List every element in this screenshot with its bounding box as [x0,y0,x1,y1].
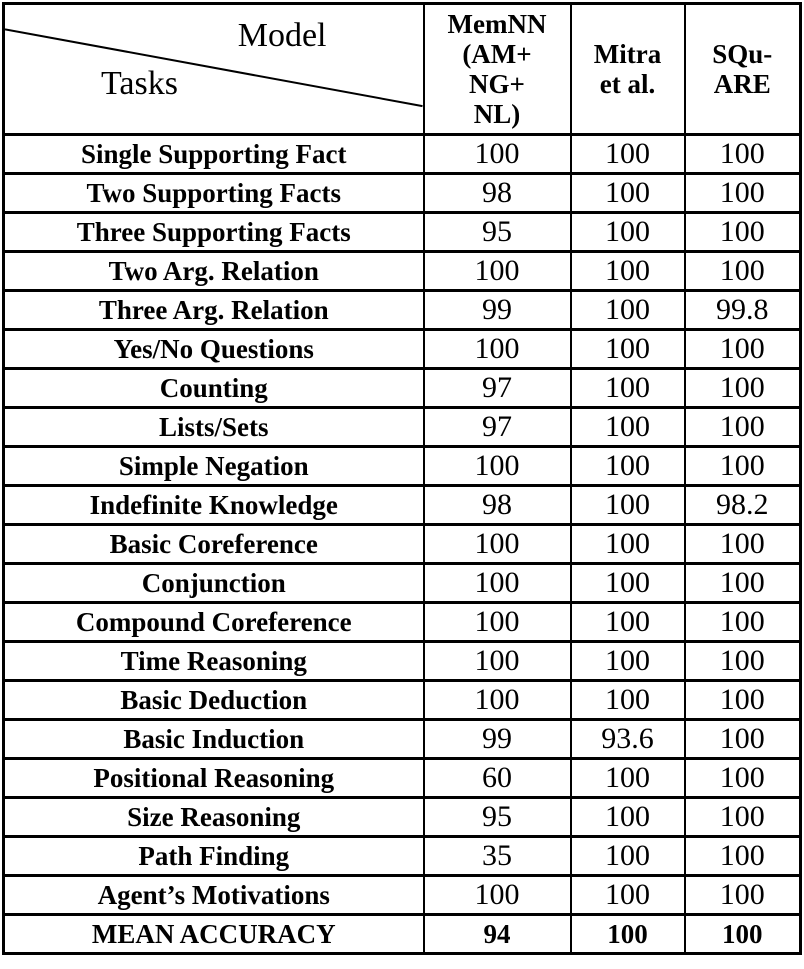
table-row [4,681,801,720]
score-cell: 100 [571,447,685,486]
table-row [4,876,801,915]
score-cell: 98 [424,174,571,213]
task-label: Lists/Sets [4,408,424,447]
score-cell: 100 [571,408,685,447]
table-row [4,408,801,447]
score-cell: 100 [424,603,571,642]
score-cell: 98 [424,486,571,525]
score-cell: 97 [424,408,571,447]
task-label: Yes/No Questions [4,330,424,369]
header-row [4,4,801,135]
table-row [4,291,801,330]
score-cell: 100 [424,252,571,291]
task-label: Positional Reasoning [4,759,424,798]
table-row [4,837,801,876]
score-cell: 100 [685,213,801,252]
task-label: Basic Coreference [4,525,424,564]
score-cell: 100 [685,135,801,174]
table-row [4,447,801,486]
score-cell: 100 [571,603,685,642]
score-cell: 95 [424,213,571,252]
score-cell: 100 [685,447,801,486]
score-cell: 100 [685,369,801,408]
score-cell: 100 [424,681,571,720]
task-label: Three Arg. Relation [4,291,424,330]
mean-score-cell: 100 [571,915,685,954]
score-cell: 100 [571,486,685,525]
column-header-line: (AM+ [462,38,532,69]
task-label: Time Reasoning [4,642,424,681]
corner-model-label: Model [237,17,327,54]
score-cell: 100 [685,174,801,213]
table-row [4,252,801,291]
score-cell: 100 [424,447,571,486]
column-header-line: ARE [713,69,771,99]
score-cell: 100 [685,525,801,564]
score-cell: 100 [685,564,801,603]
score-cell: 35 [424,837,571,876]
score-cell: 100 [685,759,801,798]
score-cell: 99 [424,720,571,759]
score-cell: 100 [685,720,801,759]
score-cell: 100 [571,564,685,603]
mean-score-cell: 100 [685,915,801,954]
column-header-line: NG+ [469,69,525,99]
score-cell: 100 [571,837,685,876]
score-cell: 100 [424,525,571,564]
table-row [4,174,801,213]
column-header-mitra [571,4,685,135]
table-row [4,369,801,408]
table-row [4,330,801,369]
task-label: Path Finding [4,837,424,876]
task-label: Size Reasoning [4,798,424,837]
table-row [4,642,801,681]
score-cell: 100 [571,291,685,330]
score-cell: 100 [424,135,571,174]
column-header-square [685,4,801,135]
mean-accuracy-row [4,915,801,954]
table-row [4,798,801,837]
score-cell: 100 [571,330,685,369]
score-cell: 100 [571,798,685,837]
task-label: Two Supporting Facts [4,174,424,213]
score-cell: 100 [424,564,571,603]
task-label: Counting [4,369,424,408]
task-label: Simple Negation [4,447,424,486]
table-row [4,603,801,642]
mean-score-cell: 94 [424,915,571,954]
score-cell: 100 [571,252,685,291]
score-cell: 100 [685,252,801,291]
diagonal-divider [5,5,423,133]
score-cell: 95 [424,798,571,837]
score-cell: 100 [685,681,801,720]
task-label: Two Arg. Relation [4,252,424,291]
score-cell: 100 [685,798,801,837]
task-label: Conjunction [4,564,424,603]
score-cell: 100 [424,642,571,681]
score-cell: 100 [571,525,685,564]
score-cell: 99.8 [685,291,801,330]
table-row [4,213,801,252]
table-row [4,720,801,759]
mean-accuracy-label: MEAN ACCURACY [4,915,424,954]
score-cell: 100 [685,330,801,369]
table-row [4,486,801,525]
score-cell: 100 [424,330,571,369]
score-cell: 100 [571,681,685,720]
column-header-line: Mitra [593,38,662,69]
column-header-line: NL) [473,99,521,130]
score-cell: 100 [571,213,685,252]
task-label: Basic Deduction [4,681,424,720]
score-cell: 100 [685,642,801,681]
task-label: Compound Coreference [4,603,424,642]
table-row [4,564,801,603]
score-cell: 100 [685,603,801,642]
task-label: Basic Induction [4,720,424,759]
score-cell: 100 [571,759,685,798]
task-label: Indefinite Knowledge [4,486,424,525]
column-header-line: et al. [599,69,656,99]
task-label: Agent’s Motivations [4,876,424,915]
column-header-line: SQu- [712,38,773,69]
task-label: Single Supporting Fact [4,135,424,174]
score-cell: 100 [571,135,685,174]
task-label: Three Supporting Facts [4,213,424,252]
corner-cell [4,4,424,135]
corner-tasks-label: Tasks [101,65,178,102]
table-header [4,4,801,135]
results-table [2,2,802,955]
score-cell: 99 [424,291,571,330]
score-cell: 93.6 [571,720,685,759]
column-header-line: MemNN [447,8,547,39]
score-cell: 60 [424,759,571,798]
score-cell: 97 [424,369,571,408]
score-cell: 100 [685,876,801,915]
score-cell: 100 [424,876,571,915]
score-cell: 100 [571,174,685,213]
table-row [4,759,801,798]
table-row [4,525,801,564]
table-body [4,135,801,954]
score-cell: 100 [571,876,685,915]
score-cell: 100 [571,642,685,681]
score-cell: 100 [685,408,801,447]
score-cell: 100 [571,369,685,408]
score-cell: 100 [685,837,801,876]
table-row [4,135,801,174]
column-header-memnn [424,4,571,135]
score-cell: 98.2 [685,486,801,525]
